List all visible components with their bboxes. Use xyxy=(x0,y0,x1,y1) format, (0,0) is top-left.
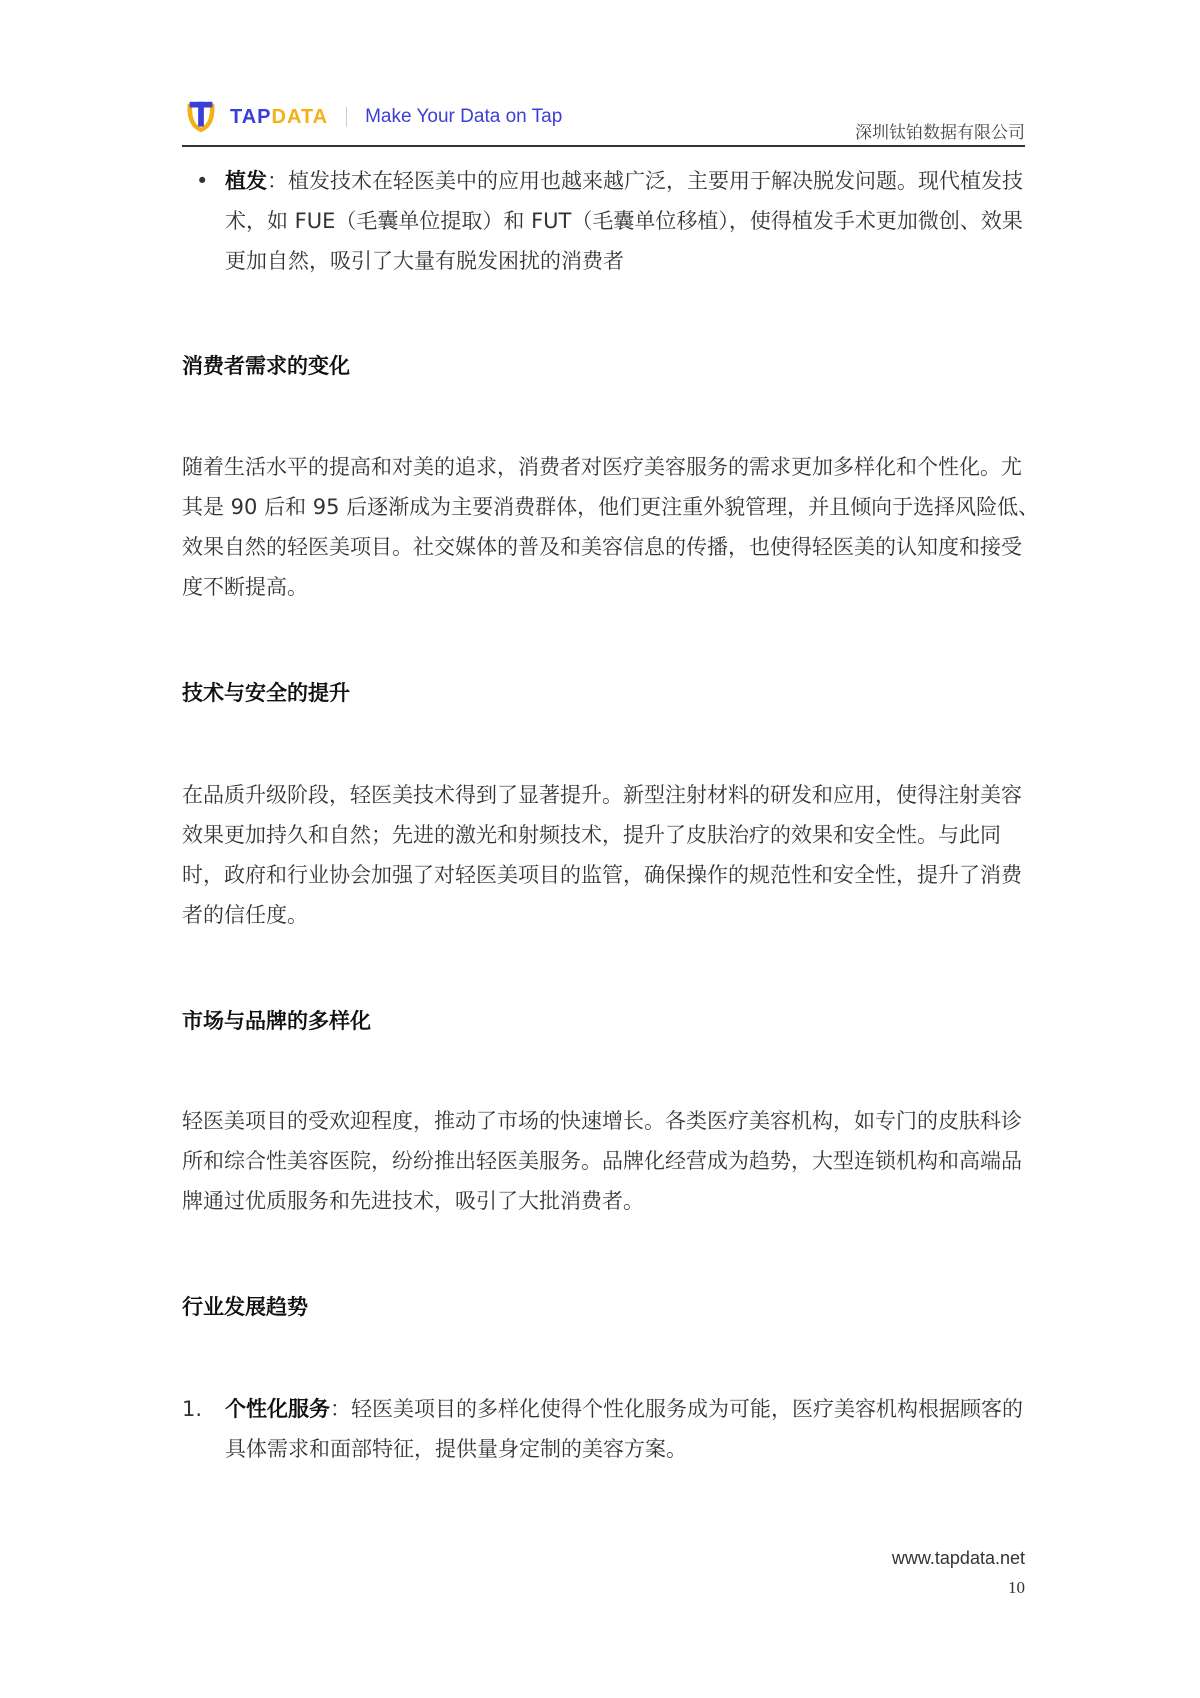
section-paragraph: 轻医美项目的受欢迎程度，推动了市场的快速增长。各类医疗美容机构，如专门的皮肤科诊所和综合性美容医院，纷纷推出轻医美服务。品牌化经营成为趋势，大型连锁机构和高端品牌通过优质服务和先进技术，吸引了大批消费者。 xyxy=(182,1109,1022,1213)
section-heading: 行业发展趋势 xyxy=(182,1295,308,1319)
tapdata-logo-icon xyxy=(182,98,220,136)
footer-url[interactable]: www.tapdata.net xyxy=(891,1548,1025,1568)
tapdata-logo xyxy=(182,98,562,136)
bullet-item xyxy=(225,161,1025,281)
numbered-item xyxy=(225,1389,1025,1469)
company-name: 深圳钛铂数据有限公司 xyxy=(855,123,1025,143)
slogan: Make Your Data on Tap xyxy=(365,106,563,127)
header-separator xyxy=(346,107,347,127)
brand-tap: TAP xyxy=(230,105,272,128)
numbered-term: 个性化服务 xyxy=(225,1397,330,1421)
page-number: 10 xyxy=(1008,1578,1025,1597)
section-heading: 市场与品牌的多样化 xyxy=(182,1009,371,1033)
header-divider xyxy=(182,145,1025,147)
section-paragraph: 在品质升级阶段，轻医美技术得到了显著提升。新型注射材料的研发和应用，使得注射美容效果更加持久和自然；先进的激光和射频技术，提升了皮肤治疗的效果和安全性。与此同时，政府和行业协会加强了对轻医美项目的监管，确保操作的规范性和安全性，提升了消费者的信任度。 xyxy=(182,783,1022,927)
bullet-text: ：植发技术在轻医美中的应用也越来越广泛，主要用于解决脱发问题。现代植发技术，如 FUE（毛囊单位提取）和 FUT（毛囊单位移植），使得植发手术更加微创、效果更加自然，吸引了大量有脱发困扰的消费者 xyxy=(225,169,1023,273)
brand-data: DATA xyxy=(271,105,329,128)
section-heading: 技术与安全的提升 xyxy=(182,681,350,705)
bullet-marker: • xyxy=(196,169,209,193)
numbered-text: ：轻医美项目的多样化使得个性化服务成为可能，医疗美容机构根据顾客的具体需求和面部特征，提供量身定制的美容方案。 xyxy=(225,1397,1023,1461)
section-heading: 消费者需求的变化 xyxy=(182,354,350,378)
bullet-term: 植发 xyxy=(225,169,267,193)
brand-name xyxy=(230,106,328,129)
list-number: 1. xyxy=(182,1397,203,1421)
section-paragraph: 随着生活水平的提高和对美的追求，消费者对医疗美容服务的需求更加多样化和个性化。尤其是 90 后和 95 后逐渐成为主要消费群体，他们更注重外貌管理，并且倾向于选择风险低、效果自然的轻医美项目。社交媒体的普及和美容信息的传播，也使得轻医美的认知度和接受度不断提高。 xyxy=(182,455,1040,599)
